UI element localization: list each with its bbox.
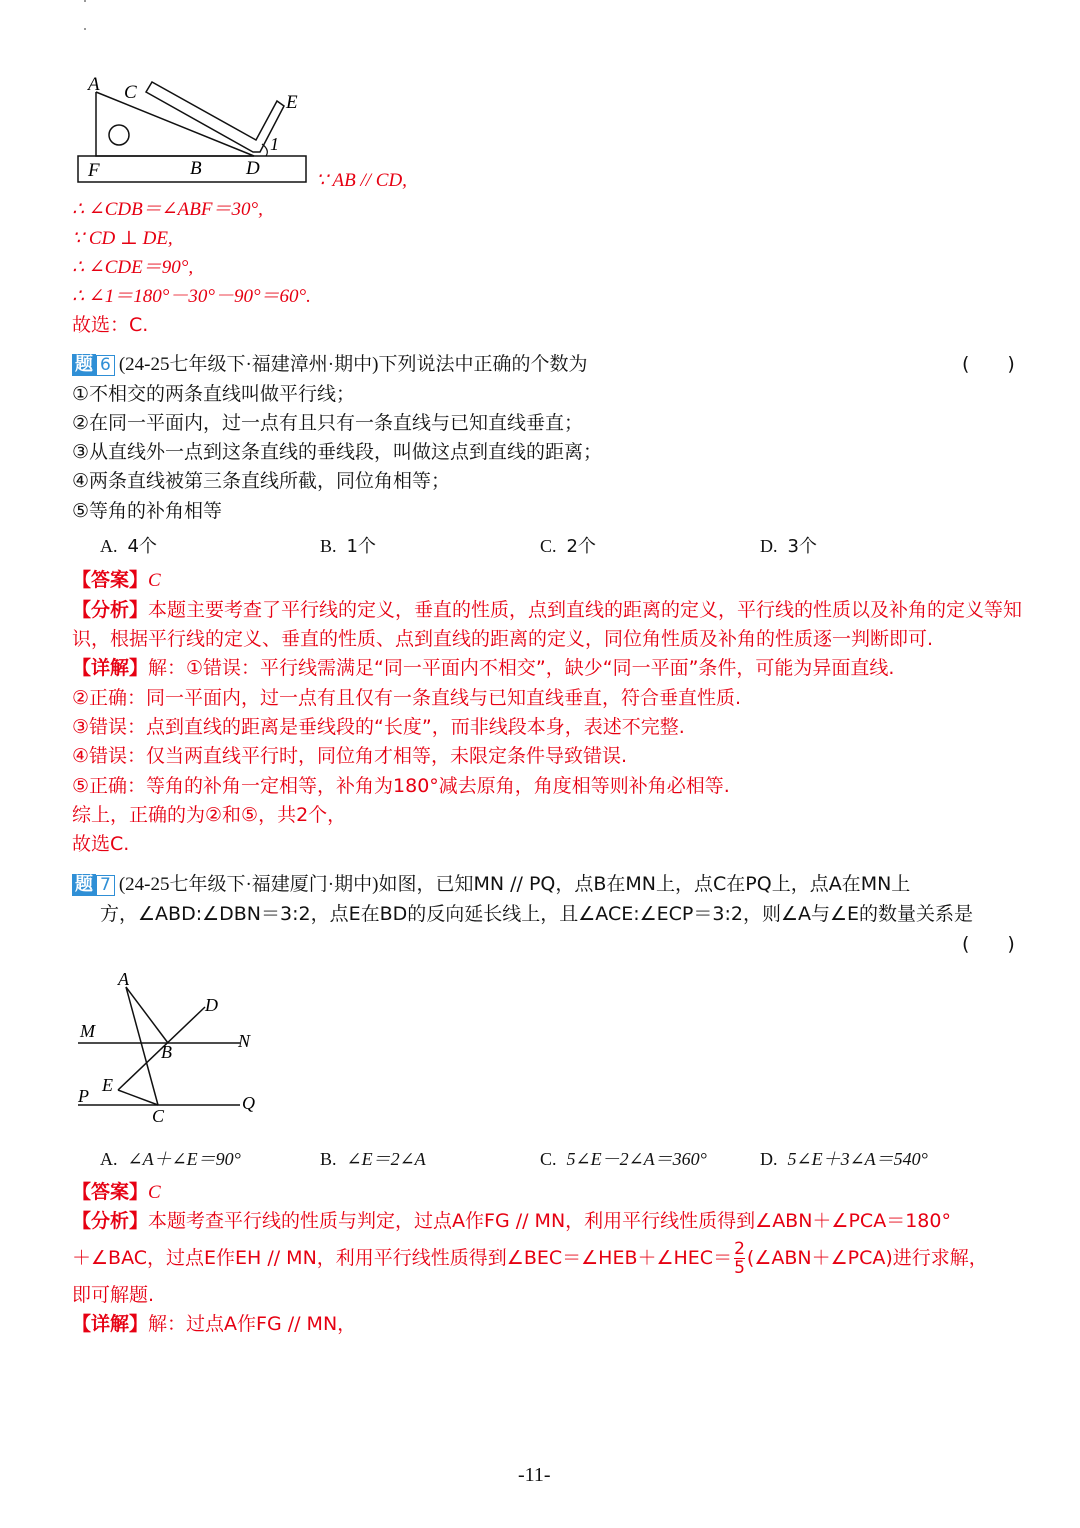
- fraction-two-fifths: $\frac{2}{5}$: [734, 1239, 745, 1278]
- prev-solution-line3: ∵ CD ⊥ DE,: [72, 228, 173, 249]
- prev-solution-line2: ∴ ∠CDB＝∠ABF＝30°,: [72, 199, 263, 220]
- q6-number: 6: [96, 355, 115, 376]
- q7-detail-1: 【详解】解：过点A作FG // MN，: [72, 1313, 357, 1335]
- q7-analysis-3: 即可解题.: [72, 1284, 155, 1306]
- q6-detail-4: ④错误：仅当两直线平行时，同位角才相等，未限定条件导致错误.: [72, 745, 628, 767]
- q6-answer: [72, 566, 161, 595]
- q6-detail-5: ⑤正确：等角的补角一定相等，补角为180°减去原角，角度相等则补角必相等.: [72, 775, 730, 797]
- q6-option-b[interactable]: B. 1个: [320, 536, 376, 557]
- q7-answer-value: C: [148, 1182, 161, 1203]
- q6-option-d[interactable]: D. 3个: [760, 536, 817, 557]
- q7-stem-2: 方，∠ABD:∠DBN＝3:2，点E在BD的反向延长线上，且∠ACE:∠ECP＝3:2，则∠A与∠E的数量关系是: [100, 903, 974, 925]
- q6-item-2: ②在同一平面内，过一点有且只有一条直线与已知直线垂直；: [72, 412, 584, 434]
- q6-detail-2: ②正确：同一平面内，过一点有且仅有一条直线与已知直线垂直，符合垂直性质.: [72, 687, 742, 709]
- label-E: E: [102, 1075, 113, 1095]
- q7-analysis-1: 【分析】本题考查平行线的性质与判定，过点A作FG // MN，利用平行线性质得到∠ABN＋∠PCA＝180°: [72, 1210, 951, 1232]
- q6-analysis-2: 识，根据平行线的定义、垂直的性质、点到直线的距离的定义，同位角性质及补角的性质逐一判断即可.: [72, 628, 934, 650]
- q6-detail-label: 【详解】: [72, 657, 149, 679]
- figure-ruler-triangle: [70, 68, 320, 188]
- q6-item-5: ⑤等角的补角相等: [72, 500, 223, 522]
- prev-solution-line6: 故选：C.: [72, 314, 149, 336]
- prev-solution-line1: ∵ AB // CD,: [316, 170, 407, 191]
- q7-option-b[interactable]: B. ∠E＝2∠A: [320, 1149, 426, 1169]
- label-C: C: [152, 1106, 165, 1125]
- q7-source: (24-25七年级下·福建厦门·期中): [118, 874, 379, 895]
- q6-answer-paren: ( ): [962, 353, 1015, 375]
- q7-option-d[interactable]: D. 5∠E＋3∠A＝540°: [760, 1149, 928, 1169]
- q7-option-a[interactable]: A. ∠A＋∠E＝90°: [100, 1149, 241, 1169]
- segment-ac: [126, 987, 158, 1105]
- q6-answer-value: C: [148, 570, 161, 591]
- label-F: F: [88, 160, 100, 181]
- q6-detail-7: 故选C.: [72, 833, 130, 855]
- q7-option-c[interactable]: C. 5∠E－2∠A＝360°: [540, 1149, 707, 1169]
- q7-heading: [72, 870, 910, 899]
- triangle-afb: [96, 92, 254, 156]
- q6-stem: 下列说法中正确的个数为: [378, 353, 588, 375]
- set-square-cde: [146, 82, 284, 152]
- q6-item-1: ①不相交的两条直线叫做平行线；: [72, 383, 356, 405]
- label-A: A: [118, 969, 129, 989]
- label-B: B: [161, 1042, 172, 1062]
- q6-item-3: ③从直线外一点到这条直线的垂线段，叫做这点到直线的距离；: [72, 441, 603, 463]
- q6-option-c[interactable]: C. 2个: [540, 536, 596, 557]
- q6-source: (24-25七年级下·福建漳州·期中): [118, 354, 379, 375]
- label-D: D: [246, 158, 260, 179]
- q7-stem-1: 如图，已知MN // PQ，点B在MN上，点C在PQ上，点A在MN上: [378, 873, 911, 895]
- q7-detail-label: 【详解】: [72, 1313, 149, 1335]
- q6-analysis-1: 【分析】本题主要考查了平行线的定义，垂直的性质，点到直线的距离的定义，平行线的性质以及补角的定义等知: [72, 599, 1023, 621]
- label-M: M: [80, 1021, 95, 1041]
- q6-detail-3: ③错误：点到直线的距离是垂线段的“长度”，而非线段本身，表述不完整.: [72, 716, 685, 738]
- label-B: B: [190, 158, 202, 179]
- q6-option-a[interactable]: A. 4个: [100, 536, 157, 557]
- label-P: P: [78, 1086, 89, 1106]
- q6-answer-label: 【答案】: [72, 569, 149, 591]
- label-Q: Q: [242, 1093, 255, 1113]
- q6-analysis-label: 【分析】: [72, 599, 149, 621]
- q7-analysis-2: ＋∠BAC，过点E作EH // MN，利用平行线性质得到∠BEC＝∠HEB＋∠HEC＝ $\frac{2}{5}$ (∠ABN＋∠PCA)进行求解，: [72, 1239, 988, 1278]
- label-N: N: [238, 1031, 251, 1051]
- q6-detail-1: 【详解】解：①错误：平行线需满足“同一平面内不相交”，缺少“同一平面”条件，可能为异面直线.: [72, 657, 895, 679]
- q7-answer-label: 【答案】: [72, 1181, 149, 1203]
- q7-analysis-label: 【分析】: [72, 1210, 149, 1232]
- label-1: 1: [270, 134, 279, 154]
- top-mark-2: [84, 28, 86, 30]
- label-D: D: [205, 995, 218, 1015]
- q6-item-4: ④两条直线被第三条直线所截，同位角相等；: [72, 470, 451, 492]
- q7-answer: [72, 1178, 161, 1207]
- page-number: -11-: [518, 1464, 551, 1486]
- q6-tag: 题: [72, 354, 96, 376]
- segment-ec: [118, 1090, 158, 1105]
- label-A: A: [88, 74, 100, 95]
- figure-parallel-lines: [70, 965, 270, 1125]
- segment-ab: [126, 987, 168, 1043]
- triangle-hole: [109, 125, 129, 145]
- top-mark: [84, 0, 86, 2]
- q7-number: 7: [96, 875, 115, 896]
- prev-solution-line4: ∴ ∠CDE＝90°,: [72, 257, 194, 278]
- label-C: C: [124, 82, 137, 103]
- label-E: E: [286, 92, 298, 113]
- q7-answer-paren: ( ): [962, 933, 1015, 955]
- q6-heading: [72, 350, 587, 379]
- q6-detail-6: 综上，正确的为②和⑤，共2个，: [72, 804, 347, 826]
- prev-solution-line5: ∴ ∠1＝180°－30°－90°＝60°.: [72, 286, 311, 307]
- q7-tag: 题: [72, 874, 96, 896]
